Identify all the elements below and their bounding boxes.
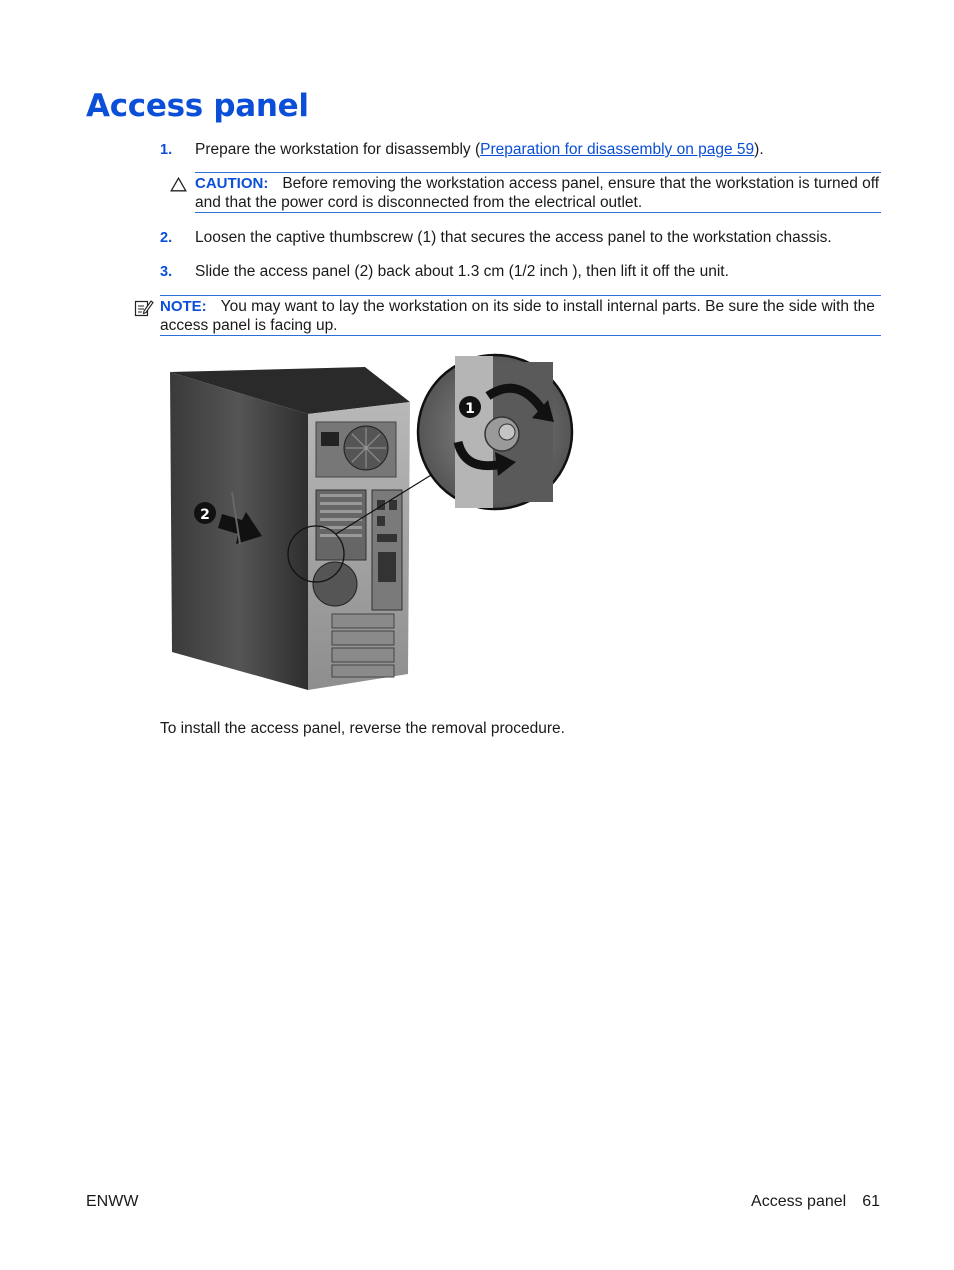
cross-reference-link[interactable]: Preparation for disassembly on page 59 bbox=[480, 141, 755, 158]
step-text-after: ). bbox=[754, 141, 764, 158]
step-text: Slide the access panel (2) back about 1.3 cm (1/2 inch ), then lift it off the unit. bbox=[195, 263, 729, 280]
page-title: Access panel bbox=[86, 88, 309, 124]
note-label: NOTE: bbox=[160, 298, 207, 315]
note-pencil-icon bbox=[134, 298, 154, 318]
closing-paragraph: To install the access panel, reverse the removal procedure. bbox=[160, 720, 565, 737]
rear-fan bbox=[313, 562, 357, 606]
callout-number-2: 2 bbox=[200, 507, 210, 523]
caution-text: Before removing the workstation access panel, ensure that the workstation is turned off and that the power cord is disconnected from the electrical outlet. bbox=[195, 175, 880, 211]
caution-box bbox=[195, 172, 881, 213]
step-text bbox=[195, 140, 764, 160]
note-text: You may want to lay the workstation on its side to install internal parts. Be sure the side with the access panel is facing up. bbox=[160, 298, 875, 334]
caution-triangle-icon bbox=[170, 177, 187, 192]
footer-left: ENWW bbox=[86, 1193, 139, 1210]
note-box bbox=[160, 295, 881, 336]
callout-number-1: 1 bbox=[465, 401, 475, 417]
step-number: 3. bbox=[160, 264, 173, 280]
caution-label: CAUTION: bbox=[195, 175, 269, 192]
footer-section-title: Access panel bbox=[751, 1193, 847, 1210]
page-number: 61 bbox=[862, 1193, 880, 1210]
step-number: 2. bbox=[160, 230, 173, 246]
step-text: Loosen the captive thumbscrew (1) that secures the access panel to the workstation chassis. bbox=[195, 229, 832, 246]
step-number: 1. bbox=[160, 142, 173, 158]
footer-right bbox=[751, 1193, 880, 1211]
access-panel-removal-illustration bbox=[140, 352, 580, 692]
step-text-before: Prepare the workstation for disassembly ( bbox=[195, 141, 481, 158]
